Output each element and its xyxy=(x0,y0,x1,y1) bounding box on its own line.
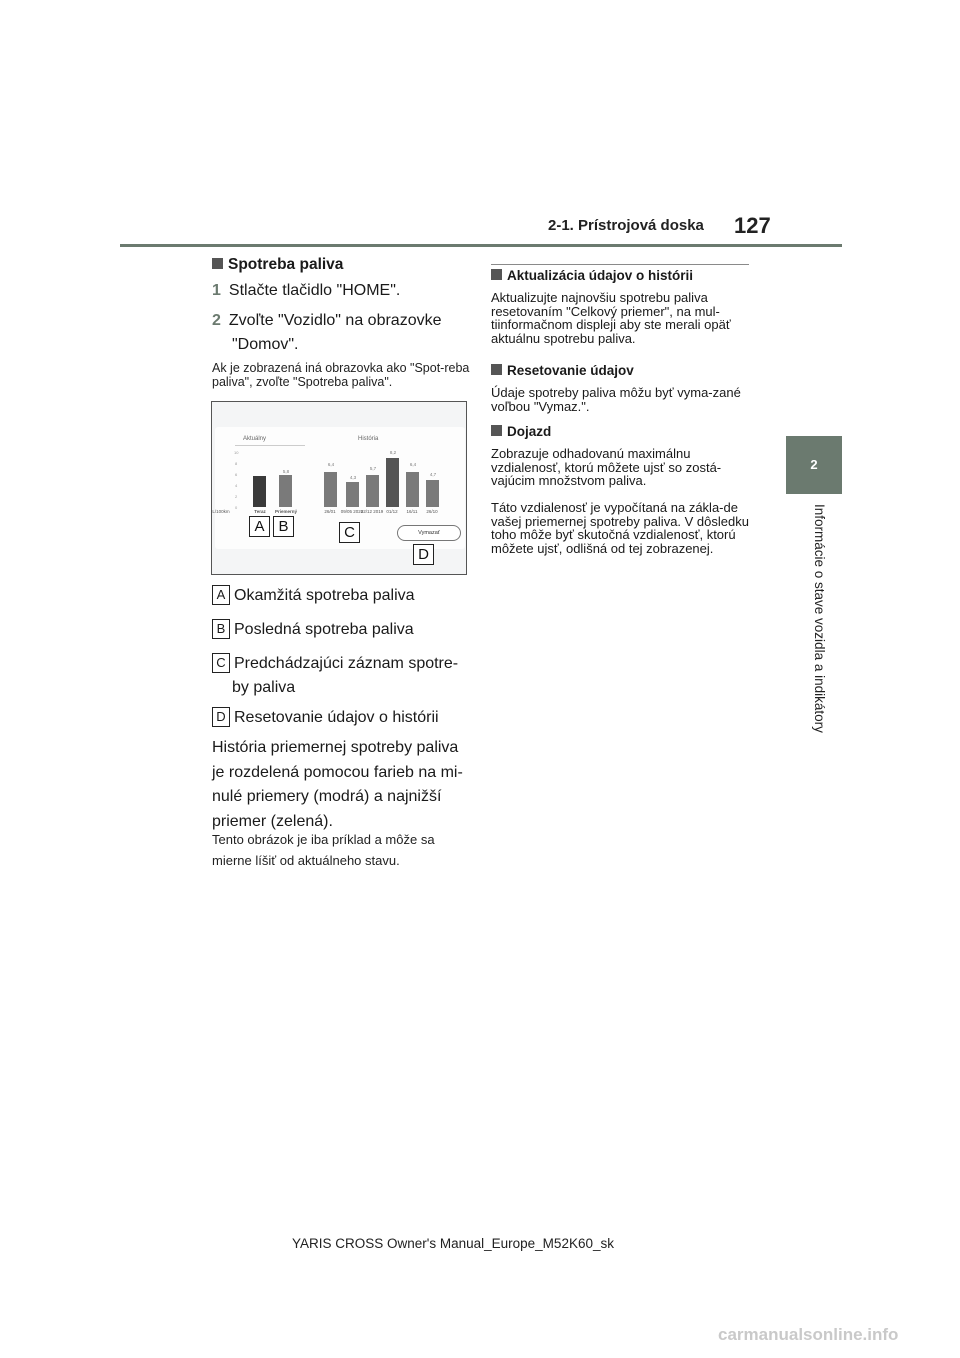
x-label: 01/12 xyxy=(386,509,398,514)
y-tick: 4 xyxy=(235,483,238,488)
reset-data-text: Údaje spotreby paliva môžu byť vyma-zané voľbou "Vymaz.". xyxy=(491,385,741,414)
unit-label: L/100km xyxy=(212,509,230,514)
history-bar xyxy=(346,482,359,507)
history-bar xyxy=(426,480,439,507)
y-tick: 10 xyxy=(234,450,239,455)
y-tick: 6 xyxy=(235,472,238,477)
legend-d: D Resetovanie údajov o histórii xyxy=(212,706,439,730)
legend-c-continued: by paliva xyxy=(232,679,296,696)
callout-c: C xyxy=(339,522,360,543)
step-2-continued: "Domov". xyxy=(232,336,299,353)
chapter-title-vertical: Informácie o stave vozidla a indikátory xyxy=(812,504,827,733)
y-tick: 2 xyxy=(235,494,238,499)
square-bullet-icon xyxy=(212,258,223,269)
tab-history: História xyxy=(358,436,379,442)
right-column-divider xyxy=(491,264,749,265)
bar-value: 6,4 xyxy=(409,462,417,467)
x-label: 26/10 xyxy=(426,509,438,514)
x-label: Priemerný xyxy=(274,509,297,514)
square-bullet-icon xyxy=(491,425,502,436)
bar-now xyxy=(253,476,266,507)
bar-average xyxy=(279,475,292,507)
step-1: 1 Stlačte tlačidlo "HOME". xyxy=(212,282,401,299)
heading-update-history: Aktualizácia údajov o histórii xyxy=(491,268,693,283)
bar-value: 5,7 xyxy=(369,466,377,471)
update-history-text: Aktualizujte najnovšiu spotrebu paliva resetovaním "Celkový priemer", na mul-tiinformačnom displeji aby ste merali opäť aktuálnu spotrebu paliva. xyxy=(491,290,731,346)
bar-value: 8,2 xyxy=(389,450,397,455)
bar-value: 4,7 xyxy=(429,472,437,477)
step-2: 2 Zvoľte "Vozidlo" na obrazovke xyxy=(212,312,442,329)
x-label: 22/12 2019 xyxy=(360,509,384,514)
x-label: Teraz xyxy=(254,509,266,514)
note-other-screen: Ak je zobrazená iná obrazovka ako "Spot-reba paliva", zvoľte "Spotreba paliva". xyxy=(212,361,470,389)
square-bullet-icon xyxy=(491,364,502,375)
legend-c: C Predchádzajúci záznam spotre- xyxy=(212,652,458,676)
y-tick: 0 xyxy=(235,505,238,510)
legend-b: B Posledná spotreba paliva xyxy=(212,618,414,642)
heading-range: Dojazd xyxy=(491,424,551,439)
history-bar xyxy=(366,475,379,507)
callout-d: D xyxy=(413,544,434,565)
history-bar xyxy=(406,472,419,507)
heading-fuel-consumption: Spotreba paliva xyxy=(212,256,343,274)
heading-reset-data: Resetovanie údajov xyxy=(491,363,634,378)
legend-a: A Okamžitá spotreba paliva xyxy=(212,584,415,608)
y-tick: 8 xyxy=(235,461,238,466)
callout-b: B xyxy=(273,516,294,537)
x-label: 16/11 xyxy=(406,509,418,514)
illustration-note: Tento obrázok je iba príklad a môže sa mierne líšiť od aktuálneho stavu. xyxy=(212,832,435,868)
footer-manual-id: YARIS CROSS Owner's Manual_Europe_M52K60_sk xyxy=(292,1236,614,1251)
tab-current: Aktuálny xyxy=(243,436,267,442)
bar-value: 5,8 xyxy=(282,469,290,474)
x-label: 26/01 xyxy=(324,509,336,514)
range-explanation: Táto vzdialenosť je vypočítaná na zákla-de vašej priemernej spotreby paliva. V dôsledku toho môže byť skutočná vzdialenosť, ktorú môžete ujsť, odlišná od tej zobrazenej. xyxy=(491,500,749,556)
watermark: carmanualsonline.info xyxy=(718,1325,899,1344)
reset-button[interactable]: Vymazať xyxy=(397,525,461,541)
header-divider xyxy=(120,244,842,247)
range-text: Zobrazuje odhadovanú maximálnu vzdialenosť, ktorú môžete ujsť so zostá-vajúcim množstvom paliva. xyxy=(491,446,722,488)
fuel-consumption-screen-illustration xyxy=(211,401,467,575)
chapter-tab: 2 xyxy=(786,436,842,494)
history-color-paragraph: História priemernej spotreby paliva je rozdelená pomocou farieb na mi-nulé priemery (modrá) a najnižší priemer (zelená). xyxy=(212,739,463,830)
x-label: 09/05 2020 xyxy=(340,509,364,514)
history-bar xyxy=(386,458,399,507)
history-bar xyxy=(324,472,337,507)
square-bullet-icon xyxy=(491,269,502,280)
bar-value: 6,4 xyxy=(327,462,335,467)
section-title: 2-1. Prístrojová doska xyxy=(548,217,704,234)
tab-underline xyxy=(235,445,305,446)
page-number: 127 xyxy=(734,213,771,238)
bar-value: 4,3 xyxy=(349,475,357,480)
callout-a: A xyxy=(249,516,270,537)
